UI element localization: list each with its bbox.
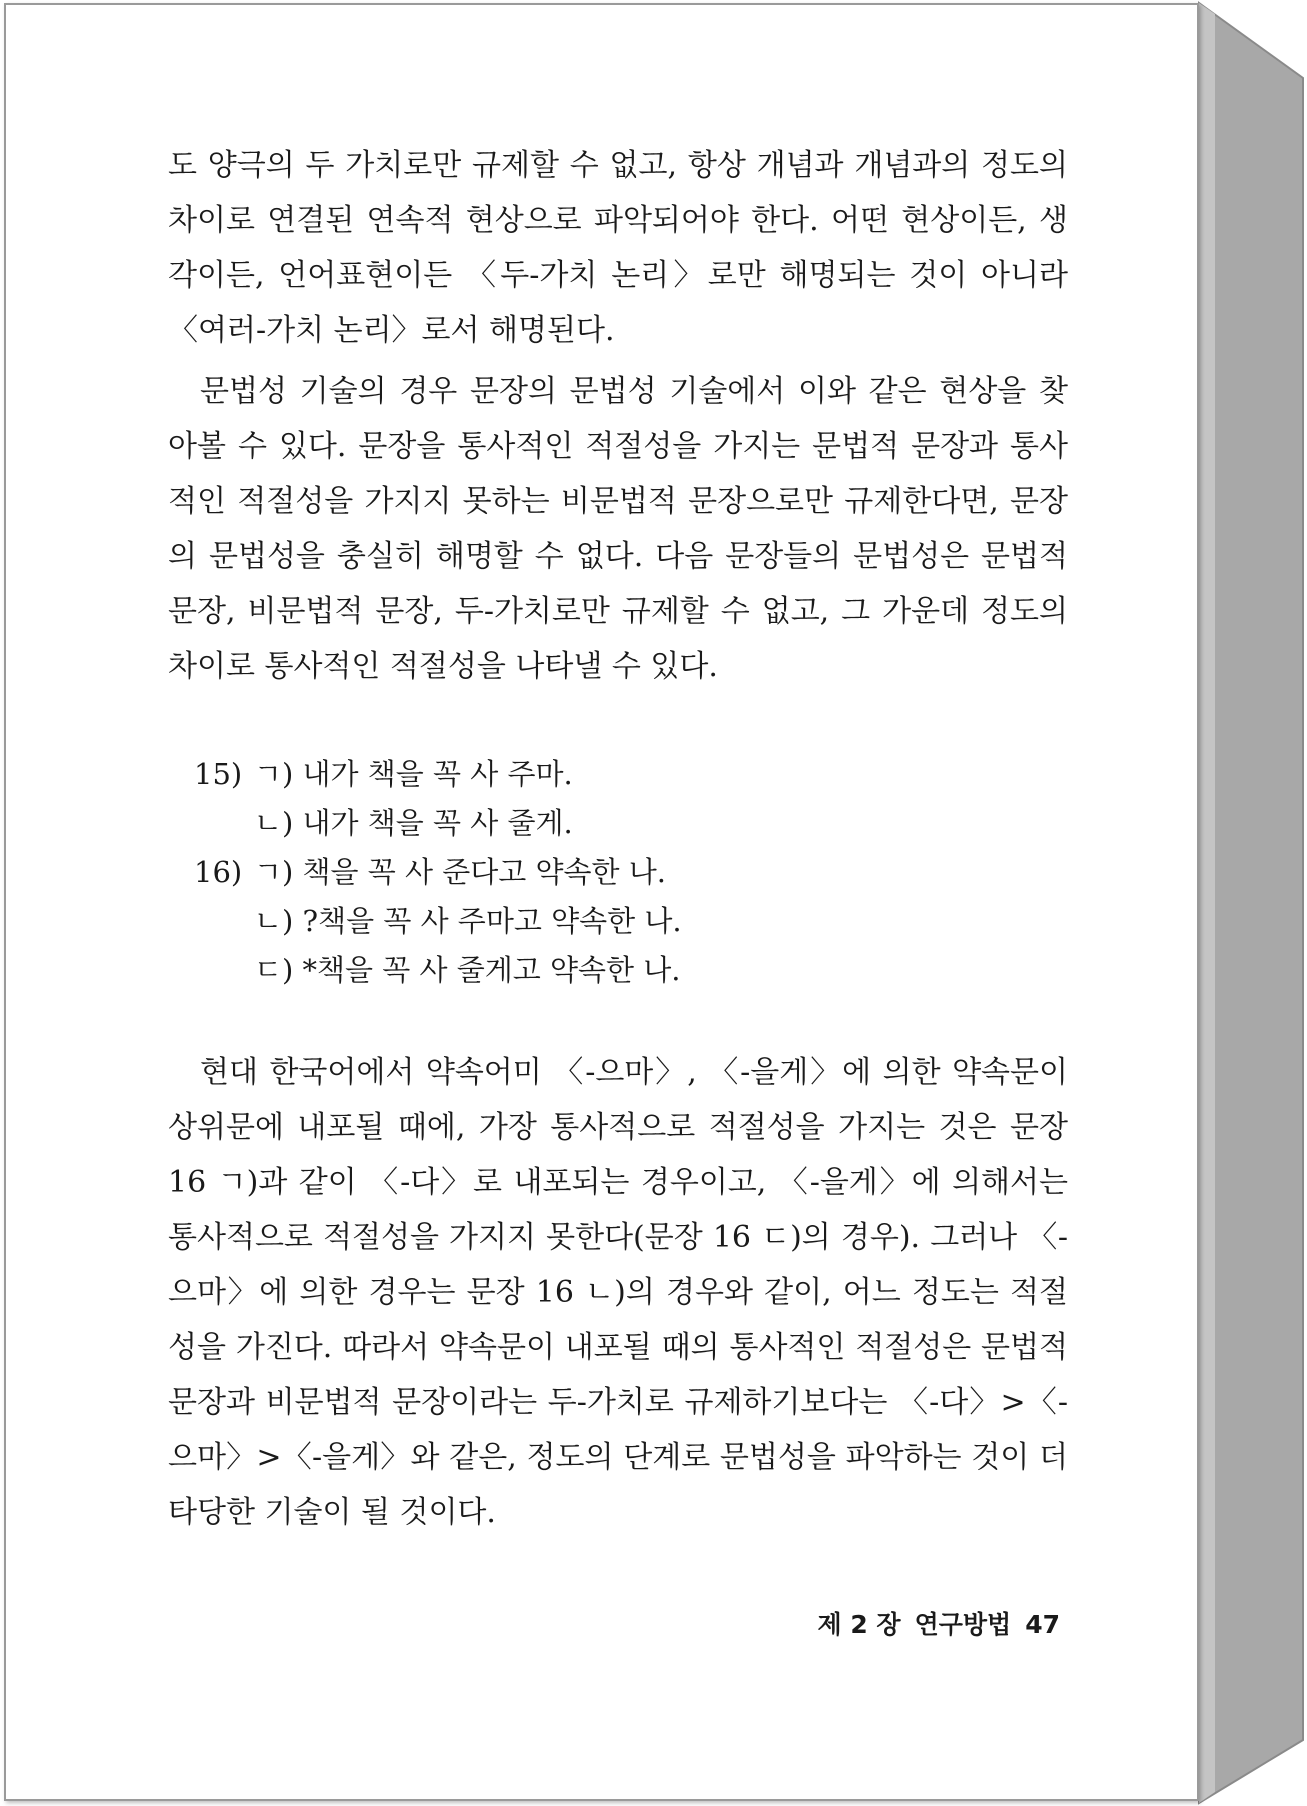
- example-mark: ㄴ): [254, 904, 294, 938]
- page-number: 47: [1025, 1610, 1060, 1639]
- example-mark: ㄴ): [254, 806, 294, 840]
- example-text: *책을 꼭 사 줄게고 약속한 나.: [302, 953, 681, 987]
- example-list: [168, 750, 1068, 995]
- paragraph-3: 현대 한국어에서 약속어미 〈-으마〉, 〈-을게〉에 의한 약속문이 상위문에 내포될 때에, 가장 통사적으로 적절성을 가지는 것은 문장 16 ㄱ)과 같이 〈-다〉로 내포되는 경우이고, 〈-을게〉에 의해서는 통사적으로 적절성을 가지지 못한다(문장 16 ㄷ)의 경우). 그러나 〈-으마〉에 의한 경우는 문장 16 ㄴ)의 경우와 같이, 어느 정도는 적절성을 가진다. 따라서 약속문이 내포될 때의 통사적인 적절성은 문법적 문장과 비문법적 문장이라는 두-가치로 규제하기보다는 〈-다〉>〈-으마〉>〈-을게〉와 같은, 정도의 단계로 문법성을 파악하는 것이 더 타당한 기술이 될 것이다.: [168, 1055, 1068, 1530]
- chapter-label: 제 2 장: [817, 1610, 901, 1639]
- example-mark: ㄷ): [254, 953, 294, 987]
- example-text: ?책을 꼭 사 주마고 약속한 나.: [302, 904, 682, 938]
- example-item: [168, 897, 1068, 946]
- example-number: 15): [194, 757, 243, 791]
- paragraph-2: 문법성 기술의 경우 문장의 문법성 기술에서 이와 같은 현상을 찾아볼 수 있다. 문장을 통사적인 적절성을 가지는 문법적 문장과 통사적인 적절성을 가지지 못하는 비문법적 문장으로만 규제한다면, 문장의 문법성을 충실히 해명할 수 없다. 다음 문장들의 문법성은 문법적 문장, 비문법적 문장, 두-가치로만 규제할 수 없고, 그 가운데 정도의 차이로 통사적인 적절성을 나타낼 수 있다.: [168, 374, 1068, 684]
- example-number: 16): [194, 855, 243, 889]
- example-mark: ㄱ): [254, 855, 294, 889]
- page-footer: [780, 1605, 1060, 1641]
- example-text: 내가 책을 꼭 사 줄게.: [302, 806, 573, 840]
- section-title: 연구방법: [914, 1610, 1012, 1639]
- example-item: [168, 848, 1068, 897]
- example-text: 책을 꼭 사 준다고 약속한 나.: [302, 855, 667, 889]
- page-content: [168, 138, 1068, 1540]
- example-mark: ㄱ): [254, 757, 294, 791]
- example-item: [168, 750, 1068, 799]
- example-text: 내가 책을 꼭 사 주마.: [302, 757, 573, 791]
- example-item: [168, 799, 1068, 848]
- example-item: [168, 946, 1068, 995]
- paragraph-1: 도 양극의 두 가치로만 규제할 수 없고, 항상 개념과 개념과의 정도의 차이로 연결된 연속적 현상으로 파악되어야 한다. 어떤 현상이든, 생각이든, 언어표현이든 〈두-가치 논리〉로만 해명되는 것이 아니라 〈여러-가치 논리〉로서 해명된다.: [168, 148, 1068, 348]
